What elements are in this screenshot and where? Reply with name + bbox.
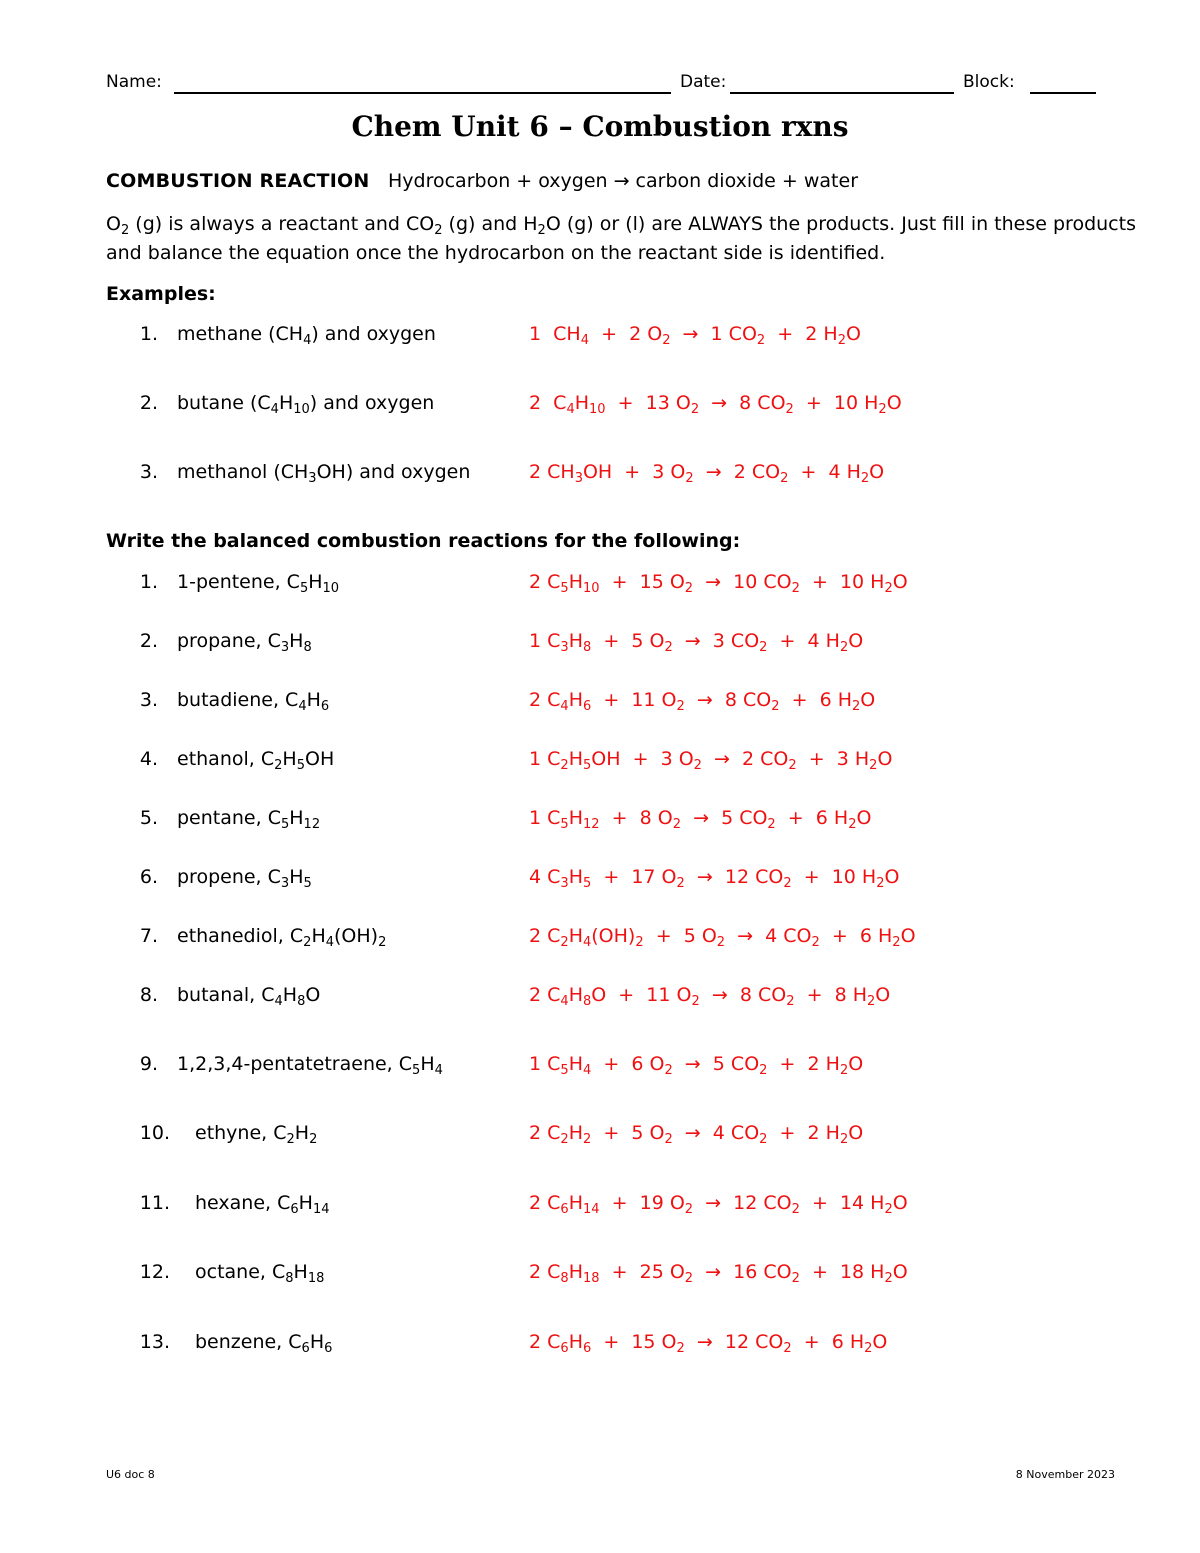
problem-row <box>0 1192 1200 1220</box>
problem-row <box>0 1261 1200 1289</box>
problem-compound: ethanediol, $C_2H_4(OH)_2$ <box>177 925 387 950</box>
problem-balanced-equation: 2 $C_5H_{10} + 15$ $O_2 \to 10$ $CO_2 + 10$ $H_2O$ <box>529 571 908 596</box>
problem-balanced-equation: 2 $C_8H_{18} + 25$ $O_2 \to 16$ $CO_2 + 18$ $H_2O$ <box>529 1261 908 1286</box>
problem-balanced-equation: 2 $C_6H_{14} + 19$ $O_2 \to 12$ $CO_2 + 14$ $H_2O$ <box>529 1192 908 1217</box>
example-row <box>0 392 1200 420</box>
problem-number: 6. <box>139 866 158 888</box>
problem-balanced-equation: 4 $C_3H_5 + 17$ $O_2 \to 12$ $CO_2 + 10$ $H_2O$ <box>529 866 900 891</box>
problem-number: 5. <box>139 807 158 829</box>
example-compound: butane $(C_4H_{10})$ and oxygen <box>177 392 435 417</box>
problem-row <box>0 984 1200 1012</box>
footer-date: 8 November 2023 <box>1015 1468 1115 1481</box>
problem-row <box>0 866 1200 894</box>
problem-number: 11. <box>139 1192 170 1214</box>
problem-compound: octane, $C_8H_{18}$ <box>195 1261 325 1286</box>
problem-number: 13. <box>139 1331 170 1353</box>
problem-number: 10. <box>139 1122 170 1144</box>
problem-row <box>0 807 1200 835</box>
problem-compound: benzene, $C_6H_6$ <box>195 1331 333 1356</box>
header-row <box>106 72 1096 96</box>
problem-balanced-equation: 1 $C_5H_4 + 6$ $O_2 \to 5$ $CO_2 + 2$ $H_2O$ <box>529 1053 864 1078</box>
example-row <box>0 461 1200 489</box>
problem-number: 12. <box>139 1261 170 1283</box>
definition-label: COMBUSTION REACTION <box>106 170 370 192</box>
example-number: 3. <box>139 461 158 483</box>
example-number: 2. <box>139 392 158 414</box>
problem-number: 9. <box>139 1053 158 1075</box>
problem-balanced-equation: 1 $C_2H_5OH + 3$ $O_2 \to 2$ $CO_2 + 3$ $H_2O$ <box>529 748 893 773</box>
problem-balanced-equation: 1 $C_3H_8 + 5$ $O_2 \to 3$ $CO_2 + 4$ $H_2O$ <box>529 630 864 655</box>
problem-balanced-equation: 2 $C_4H_8O + 11$ $O_2 \to 8$ $CO_2 + 8$ $H_2O$ <box>529 984 891 1009</box>
example-row <box>0 323 1200 351</box>
problem-compound: propene, $C_3H_5$ <box>177 866 312 891</box>
example-compound: methanol $(CH_3OH)$ and oxygen <box>177 461 471 486</box>
definition-text: Hydrocarbon + oxygen → carbon dioxide + water <box>388 170 859 192</box>
problem-compound: propane, $C_3H_8$ <box>177 630 312 655</box>
problem-row <box>0 1053 1200 1081</box>
problem-row <box>0 925 1200 953</box>
problem-compound: ethyne, $C_2H_2$ <box>195 1122 318 1147</box>
problem-compound: butanal, $C_4H_8O$ <box>177 984 321 1009</box>
problem-number: 2. <box>139 630 158 652</box>
example-balanced-equation: 2 $C_4H_{10} + 13$ $O_2 \to 8$ $CO_2 + 10$ $H_2O$ <box>529 392 902 417</box>
name-line <box>174 92 671 94</box>
problem-compound: 1,2,3,4-pentatetraene, $C_5H_4$ <box>177 1053 443 1078</box>
block-line <box>1030 92 1096 94</box>
problem-balanced-equation: 2 $C_6H_6 + 15$ $O_2 \to 12$ $CO_2 + 6$ $H_2O$ <box>529 1331 888 1356</box>
examples-heading: Examples: <box>106 283 216 305</box>
example-number: 1. <box>139 323 158 345</box>
problem-number: 1. <box>139 571 158 593</box>
problem-number: 3. <box>139 689 158 711</box>
example-compound: methane $(CH_4)$ and oxygen <box>177 323 436 348</box>
problem-balanced-equation: 1 $C_5H_{12} + 8$ $O_2 \to 5$ $CO_2 + 6$ $H_2O$ <box>529 807 872 832</box>
problem-number: 7. <box>139 925 158 947</box>
date-label: Date: <box>680 72 727 92</box>
example-balanced-equation: 2 $CH_3OH + 3$ $O_2 \to 2$ $CO_2 + 4$ $H_2O$ <box>529 461 885 486</box>
problem-row <box>0 1122 1200 1150</box>
problem-row <box>0 1331 1200 1359</box>
intro-paragraph: $O_2$ (g) is always a reactant and $CO_2$ (g) and $H_2O$ (g) or (l) are ALWAYS the products. Just fill in these products and balance the equation once the hydrocarbon on the reactant side is identified. <box>106 213 1136 264</box>
name-label: Name: <box>106 72 162 92</box>
problem-number: 8. <box>139 984 158 1006</box>
problem-row <box>0 571 1200 599</box>
date-line <box>730 92 954 94</box>
definition-row <box>106 170 859 192</box>
problems-heading: Write the balanced combustion reactions for the following: <box>106 530 741 552</box>
problem-compound: 1-pentene, $C_5H_{10}$ <box>177 571 340 596</box>
footer-doc-id: U6 doc 8 <box>106 1468 155 1481</box>
problem-row <box>0 630 1200 658</box>
page-title: Chem Unit 6 – Combustion rxns <box>351 110 849 143</box>
problem-compound: hexane, $C_6H_{14}$ <box>195 1192 330 1217</box>
problem-row <box>0 748 1200 776</box>
example-balanced-equation: 1 $CH_4 + 2$ $O_2 \to 1$ $CO_2 + 2$ $H_2O$ <box>529 323 861 348</box>
problem-balanced-equation: 2 $C_4H_6 + 11$ $O_2 \to 8$ $CO_2 + 6$ $H_2O$ <box>529 689 876 714</box>
problem-balanced-equation: 2 $C_2H_4(OH)_2 + 5$ $O_2 \to 4$ $CO_2 + 6$ $H_2O$ <box>529 925 916 950</box>
block-label: Block: <box>963 72 1015 92</box>
problem-compound: ethanol, $C_2H_5OH$ <box>177 748 335 773</box>
problem-balanced-equation: 2 $C_2H_2 + 5$ $O_2 \to 4$ $CO_2 + 2$ $H_2O$ <box>529 1122 864 1147</box>
problem-number: 4. <box>139 748 158 770</box>
problem-row <box>0 689 1200 717</box>
problem-compound: butadiene, $C_4H_6$ <box>177 689 330 714</box>
problem-compound: pentane, $C_5H_{12}$ <box>177 807 321 832</box>
